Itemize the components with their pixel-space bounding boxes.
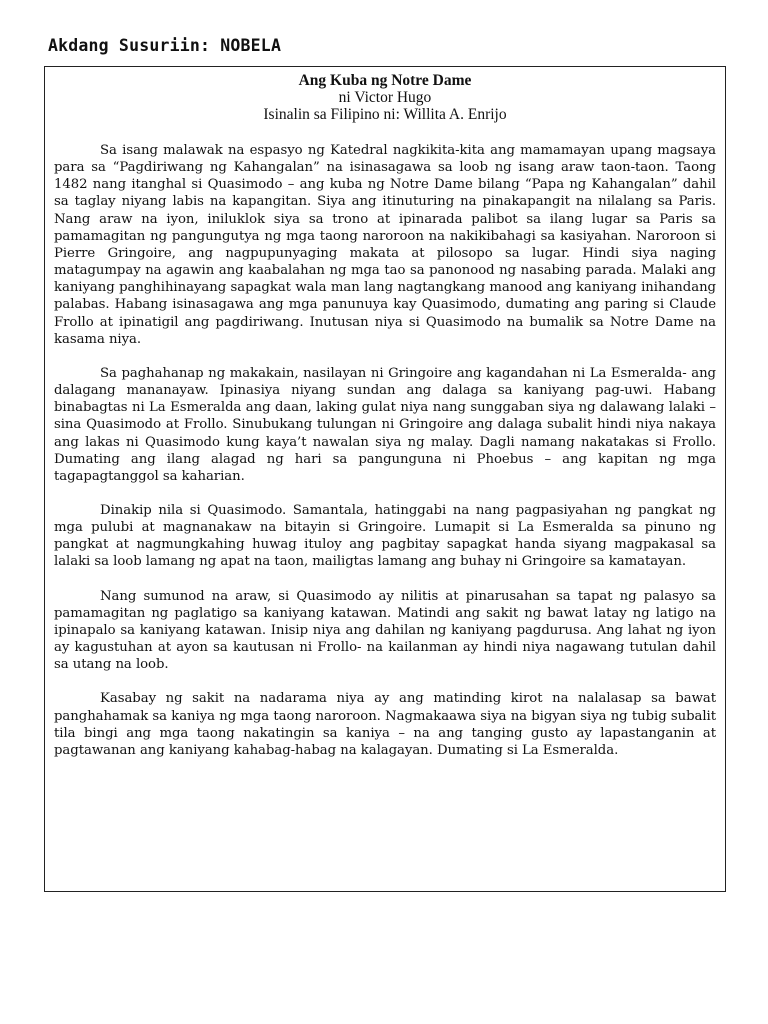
story-author: ni Victor Hugo (338, 89, 432, 106)
paragraph-5: Kasabay ng sakit na nadarama niya ay ang matinding kirot na nalalasap sa bawat panghahamak sa kaniya ng mga taong naroroon. Nagmakaawa siya na bigyan siya ng tubig subalit tila bingi ang mga taong nakatingin sa kaniya – na ang tanging gusto ay lapastanganin at pagtawanan ang kaniyang kahabag-habag na kalagayan. Dumating si La Esmeralda. (54, 691, 716, 758)
story-title: Ang Kuba ng Notre Dame (298, 72, 472, 89)
paragraph-2: Sa paghahanap ng makakain, nasilayan ni Gringoire ang kagandahan ni La Esmeralda- ang dalagang mananayaw. Ipinasiya niyang sundan ang dalaga sa kaniyang pag-uwi. Habang binabagtas ni La Esmeralda ang daan, laking gulat niya nang sunggaban siya ng dalawang lalaki – sina Quasimodo at Frollo. Sinubukang tulungan ni Gringoire ang dalaga subalit hindi niya nakaya ang lakas ni Quasimodo kung kaya’t nawalan siya ng malay. Dagli namang nakatakas si Frollo. Dumating ang ilang alagad ng hari sa pangunguna ni Phoebus – ang kapitan ng mga tagapagtanggol sa kaharian. (54, 365, 716, 484)
story-translator: Isinalin sa Filipino ni: Willita A. Enrijo (263, 106, 507, 123)
page-heading: Akdang Susuriin: NOBELA (48, 36, 282, 55)
title-block (54, 72, 716, 123)
story-box (44, 66, 726, 892)
paragraph-4: Nang sumunod na araw, si Quasimodo ay nilitis at pinarusahan sa tapat ng palasyo sa pamamagitan ng paglatigo sa kaniyang katawan. Matindi ang sakit ng bawat latay ng latigo na ipinapalo sa kaniyang katawan. Inisip niya ang dahilan ng kaniyang pagdurusa. Ang lahat ng iyon ay kagustuhan at ayon sa kautusan ni Frollo- na kailanman ay hindi niya nagawang tutulan dahil sa utang na loob. (54, 588, 716, 673)
paragraph-1: Sa isang malawak na espasyo ng Katedral nagkikita-kita ang mamamayan upang magsaya para sa “Pagdiriwang ng Kahangalan” na isinasagawa sa loob ng isang araw taon-taon. Taong 1482 nang itanghal si Quasimodo – ang kuba ng Notre Dame bilang “Papa ng Kahangalan” dahil sa taglay niyang labis na kapangitan. Siya ang itinuturing na pinakapangit na nilalang sa Paris. Nang araw na iyon, iniluklok siya sa trono at ipinarada palibot sa ilang lugar sa Paris sa pamamagitan ng pangungutya ng mga taong naroroon na nakikibahagi sa kasiyahan. Naroroon si Pierre Gringoire, ang nagpupunyaging makata at pilosopo sa lugar. Hindi siya naging matagumpay na agawin ang kaabalahan ng mga tao sa panonood ng nasabing parada. Malaki ang kaniyang panghihinayang sapagkat wala man lang nagtangkang manood ang kaniyang inihandang palabas. Habang isinasagawa ang mga panunuya kay Quasimodo, dumating ang paring si Claude Frollo at ipinatigil ang pagdiriwang. Inutusan niya si Quasimodo na bumalik sa Notre Dame na kasama niya. (54, 143, 716, 347)
paragraph-3: Dinakip nila si Quasimodo. Samantala, hatinggabi na nang pagpasiyahan ng pangkat ng mga pulubi at magnanakaw na bitayin si Gringoire. Lumapit si La Esmeralda sa pinuno ng pangkat at nagmungkahing huwag ituloy ang pagbitay sapagkat handa siyang magpakasal sa lalaki sa loob lamang ng apat na taon, mailigtas lamang ang buhay ni Gringoire sa kamatayan. (54, 502, 716, 570)
